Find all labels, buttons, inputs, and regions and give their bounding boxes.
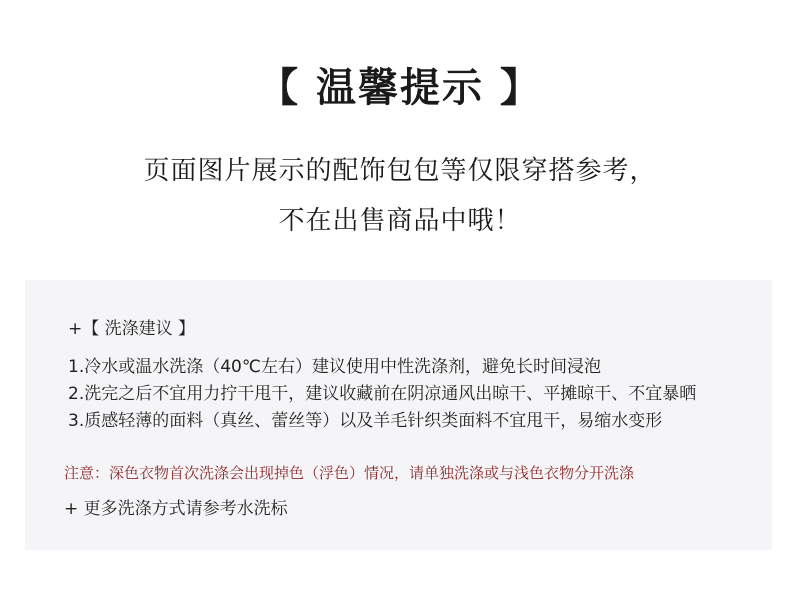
notice-line-2: 不在出售商品中哦！ xyxy=(278,206,522,236)
more-washing-info: + 更多洗涤方式请参考水洗标 xyxy=(64,499,288,519)
washing-advice-header: +【 洗涤建议 】 xyxy=(68,319,196,339)
washing-advice-item: 3.质感轻薄的面料（真丝、蕾丝等）以及羊毛针织类面料不宜甩干，易缩水变形 xyxy=(68,411,663,431)
washing-advice-item: 1.冷水或温水洗涤（40℃左右）建议使用中性洗涤剂，避免长时间浸泡 xyxy=(68,357,601,377)
washing-advice-item: 2.洗完之后不宜用力拧干甩干，建议收藏前在阴凉通风出晾干、平摊晾干、不宜暴晒 xyxy=(68,384,697,404)
warning-note: 注意：深色衣物首次洗涤会出现掉色（浮色）情况，请单独洗涤或与浅色衣物分开洗涤 xyxy=(64,464,635,482)
washing-advice-card xyxy=(25,280,772,550)
washing-advice-list xyxy=(68,354,696,435)
notice-line-1: 页面图片展示的配饰包包等仅限穿搭参考， xyxy=(143,156,657,186)
page-title: 【 温馨提示 】 xyxy=(258,65,542,111)
